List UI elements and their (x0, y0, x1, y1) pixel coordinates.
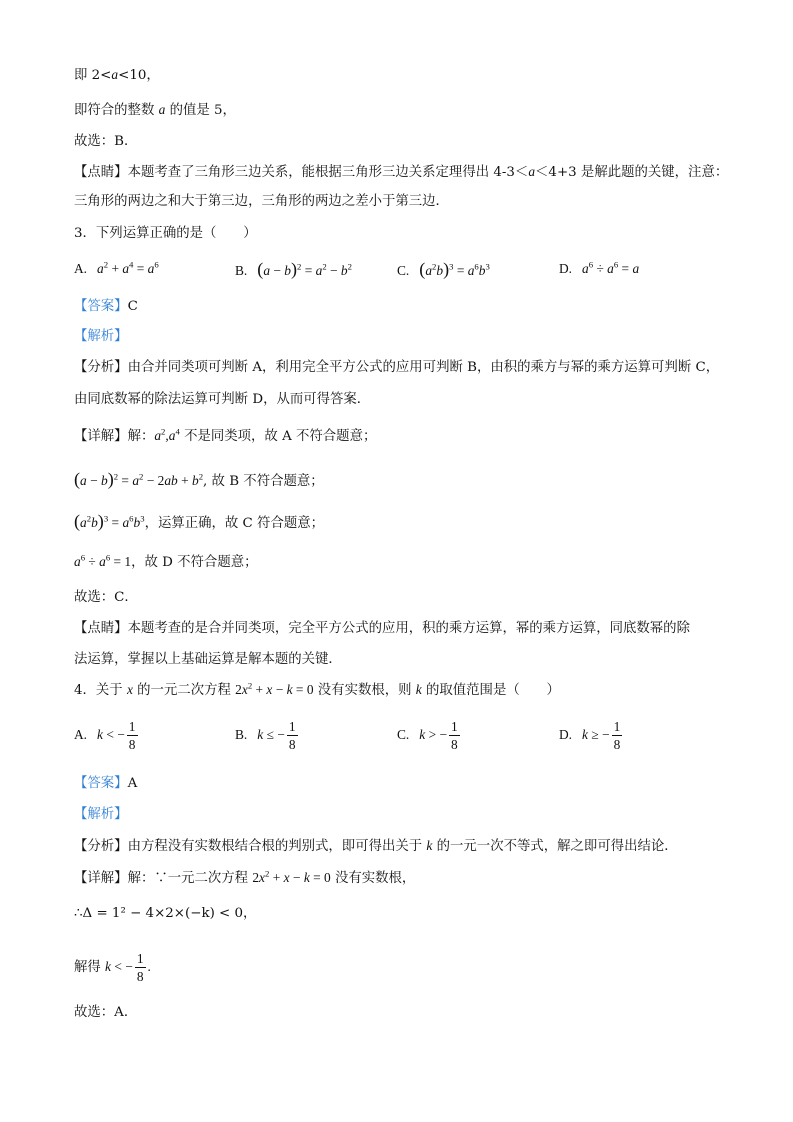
answer-line: 【答案】C (74, 299, 138, 314)
option-a: A. $a^2 + a^4 = a^6$ (74, 259, 159, 276)
dianjing-paragraph: 【点睛】本题考查的是合并同类项，完全平方公式的应用，积的乘方运算，幂的乘方运算，同底数幂的除 (74, 621, 690, 636)
jiexi-label: 【解析】 (74, 807, 128, 822)
question-3-stem: 3．下列运算正确的是（ ） (74, 226, 257, 241)
question-4-stem: 4．关于 x 的一元二次方程 $2x^2 + x - k = 0$ 没有实数根，则 k 的取值范围是（ ） (74, 680, 560, 698)
xiangjie-line-4: $a^6 \div a^6 = 1$，故 D 不符合题意； (74, 552, 258, 570)
text-line: 由同底数幂的除法运算可判断 D，从而可得答案． (74, 392, 371, 407)
text-line: 法运算，掌握以上基础运算是解本题的关键． (74, 652, 342, 667)
text-line: 故选：B． (74, 134, 138, 149)
option-b: B. k ≤ − $\frac{1}{8}$ (235, 719, 296, 752)
option-b: B. $(a - b)^2 = a^2 - b^2$ (235, 259, 352, 279)
text-line: 即 2<a<10， (74, 67, 160, 83)
text-line: 故选：A． (74, 1005, 138, 1020)
xiangjie-line-3: 解得 k < − $\frac{1}{8}$ . (74, 951, 151, 984)
option-d: D. k ≥ − $\frac{1}{8}$ (559, 719, 621, 752)
jiexi-label: 【解析】 (74, 329, 128, 344)
fenxi-paragraph: 【分析】由合并同类项可判断 A，利用完全平方公式的应用可判断 B，由积的乘方与幂的乘方运算可判断 C， (74, 360, 720, 375)
xiangjie-line-2: ∴Δ = 1² − 4×2×(−k) < 0， (74, 906, 257, 921)
option-d: D. $a^6 \div a^6 = a$ (559, 259, 640, 276)
xiangjie-line-3: $(a^2b)^3 = a^6b^3$，运算正确，故 C 符合题意； (74, 511, 325, 531)
option-c: C. $(a^2b)^3 = a^6b^3$ (397, 259, 490, 279)
xiangjie-line-1: 【详解】解：∵一元二次方程 $2x^2 + x - k = 0$ 没有实数根， (74, 868, 416, 886)
fenxi-paragraph: 【分析】由方程没有实数根结合根的判别式，即可得出关于 k 的一元一次不等式，解之即可得出结论． (74, 838, 678, 854)
text-line: 三角形的两边之和大于第三边，三角形的两边之差小于第三边． (74, 194, 449, 209)
option-c: C. k > − $\frac{1}{8}$ (397, 719, 458, 752)
option-a: A. k < − $\frac{1}{8}$ (74, 719, 136, 752)
xiangjie-line-1: 【详解】解：$a^2,a^4$ 不是同类项，故 A 不符合题意； (74, 426, 377, 444)
text-line: 即符合的整数 a 的值是 5， (74, 102, 236, 118)
text-line: 故选：C． (74, 590, 138, 605)
answer-line: 【答案】A (74, 776, 138, 791)
dianjing-paragraph: 【点睛】本题考查了三角形三边关系，能根据三角形三边关系定理得出 4-3＜a＜4+3 是解此题的关键，注意： (74, 164, 729, 180)
xiangjie-line-2: $(a - b)^2 = a^2 - 2ab + b^2$, 故 B 不符合题意； (74, 469, 324, 489)
